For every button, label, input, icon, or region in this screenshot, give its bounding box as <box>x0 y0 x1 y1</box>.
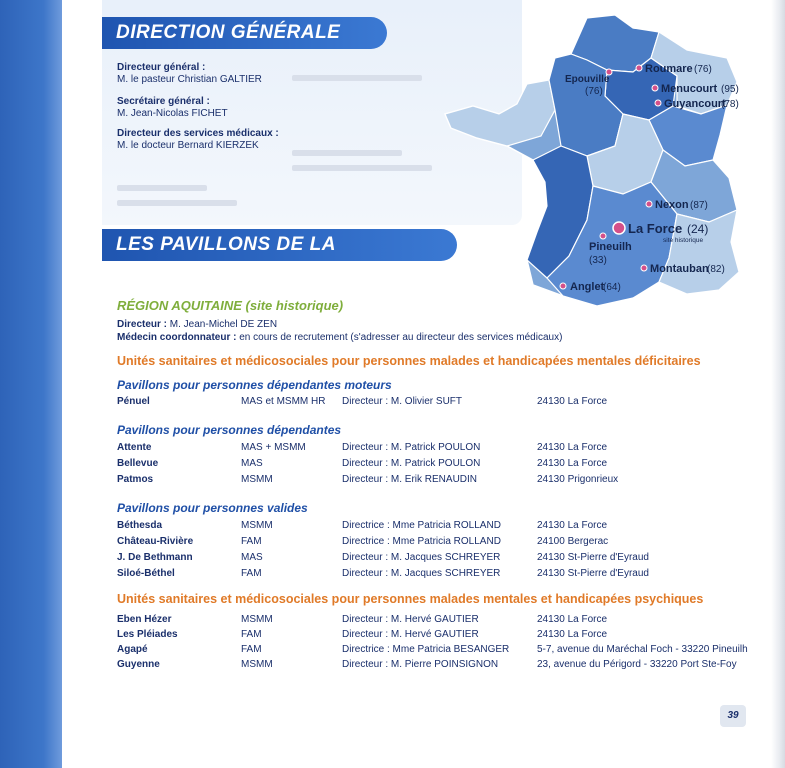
svg-text:Pineuilh: Pineuilh <box>589 241 632 253</box>
svg-text:(64): (64) <box>603 282 621 293</box>
category-dependantes: Pavillons pour personnes dépendantes <box>117 423 342 437</box>
left-color-strip <box>0 0 62 768</box>
region-title: RÉGION AQUITAINE (site historique) <box>117 298 344 313</box>
showthrough-line <box>117 200 237 206</box>
map-marker-menucourt <box>652 83 739 95</box>
france-map <box>437 10 757 310</box>
page-number: 39 <box>720 705 746 727</box>
svg-text:Nexon: Nexon <box>655 199 689 211</box>
region-info: Directeur : M. Jean-Michel DE ZEN Médecin coordonnateur : en cours de recrutement (s'adresser au directeur des services médicaux) <box>117 319 563 343</box>
svg-text:(82): (82) <box>707 264 725 275</box>
svg-text:(33): (33) <box>589 255 607 266</box>
svg-text:(78): (78) <box>721 99 739 110</box>
svg-text:La Force: La Force <box>628 221 683 236</box>
showthrough-line <box>117 185 207 191</box>
category-dependantes-moteurs: Pavillons pour personnes dépendantes moteurs <box>117 378 392 392</box>
page-fold-shadow <box>771 0 785 768</box>
svg-text:Anglet: Anglet <box>570 281 605 293</box>
svg-text:Epouville: Epouville <box>565 74 610 85</box>
svg-text:(76): (76) <box>694 64 712 75</box>
svg-text:(24): (24) <box>687 222 709 236</box>
direction-banner: DIRECTION GÉNÉRALE <box>102 17 387 49</box>
direction-item-1: Directeur général : M. le pasteur Christian GALTIER <box>117 62 262 85</box>
showthrough-line <box>292 165 432 171</box>
unit-title-deficitaires: Unités sanitaires et médicosociales pour personnes malades et handicapées mentales déficitaires <box>117 354 701 368</box>
direction-item-2: Secrétaire général : M. Jean-Nicolas FICHET <box>117 96 228 119</box>
direction-item-3: Directeur des services médicaux : M. le docteur Bernard KIERZEK <box>117 128 279 151</box>
map-marker-anglet <box>560 281 621 293</box>
map-marker-guyancourt <box>655 98 739 110</box>
map-marker-montauban <box>641 263 725 275</box>
svg-text:Guyancourt: Guyancourt <box>664 98 726 110</box>
svg-text:(95): (95) <box>721 84 739 95</box>
svg-text:Menucourt: Menucourt <box>661 83 718 95</box>
map-marker-nexon <box>646 199 708 211</box>
svg-text:Roumare: Roumare <box>645 63 693 75</box>
svg-text:site historique: site historique <box>663 237 704 244</box>
unit-title-psychiques: Unités sanitaires et médicosociales pour personnes malades mentales et handicapées psychiques <box>117 592 704 606</box>
svg-text:(87): (87) <box>690 200 708 211</box>
showthrough-line <box>292 75 422 81</box>
page: DIRECTION GÉNÉRALE Directeur général : M. le pasteur Christian GALTIER Secrétaire général : M. Jean-Nicolas FICHET Directeur des services médicaux : M. le docteur Bernard KIERZEK LES PAVILLONS DE LA FONDATION RÉGION AQUITAINE (site historique) Directeur : M. Jean-Michel DE ZEN Médecin coordonnateur : en cours de recrutement (s'adresser au directeur des services médicaux) Unités sanitaires et médicosociales pour personnes malades et handicapées mentales déficitaires Pavillons pour personnes dépendantes moteurs Pénuel MAS et MSMM HR Directeur : M. Olivier SUFT 24130 La Force Pavillons pour personnes dépendantes Attente MAS + MSMM Directeur : M. Patrick POULON 24130 La Force Bellevue MAS Directeur : M. Patrick POULON 24130 La Force Patmos MSMM Directeur : M. Erik RENAUDIN 24130 Prigonrieux Pavillons pour personnes valides Béthesda MSMM Directrice : Mme Patricia ROLLAND 24130 La Force Château-Rivière FAM Directrice : Mme Patricia ROLLAND 24100 Bergerac J. De Bethmann MAS Directeur : M. Jacques SCHREYER 24130 St-Pierre d'Eyraud Siloé-Béthel FAM Directeur : M. Jacques SCHREYER 24130 St-Pierre d'Eyraud Unités sanitaires et médicosociales pour personnes malades mentales et handicapées psychiques Eben Hézer MSMM Directeur : M. Hervé GAUTIER 24130 La Force Les Pléiades FAM Directeur : M. Hervé GAUTIER 24130 La Force Agapé FAM Directrice : Mme Patricia BESANGER 5-7, avenue du Maréchal Foch - 33220 Pineuilh Guyenne MSMM Directeur : M. Pierre POINSIGNON 23, avenue du Périgord - 33220 Port Ste-Foy Epouville (76) Roumare (76) Menucourt (95) Guyancourt (78) Nexon (87) La Force (24) site historique Pineuilh (33) Montauban (82) Anglet (64) 39 <box>62 0 785 768</box>
map-marker-roumare <box>636 63 712 75</box>
showthrough-line <box>292 150 402 156</box>
svg-text:Montauban: Montauban <box>650 263 709 275</box>
region-brittany <box>445 80 555 146</box>
category-valides: Pavillons pour personnes valides <box>117 501 308 515</box>
pavillons-banner: LES PAVILLONS DE LA FONDATION <box>102 229 457 261</box>
svg-text:(76): (76) <box>585 86 603 97</box>
